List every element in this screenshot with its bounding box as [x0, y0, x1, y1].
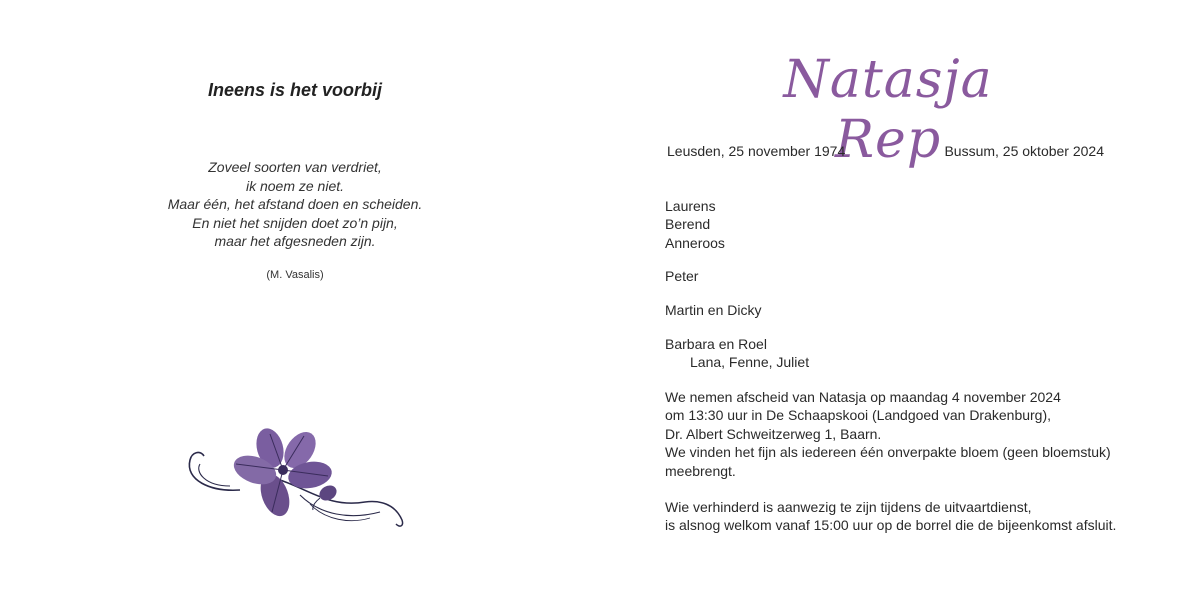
family-member: Peter: [665, 268, 699, 285]
poem-line: Maar één, het afstand doen en scheiden.: [167, 196, 423, 212]
spacer: [665, 319, 809, 335]
poem-line: maar het afgesneden zijn.: [214, 233, 376, 249]
closing-line: Wie verhinderd is aanwezig te zijn tijdens de uitvaartdienst,: [665, 499, 1032, 516]
violet-flower-icon: [180, 420, 410, 530]
spacer: [665, 480, 1116, 498]
family-member: Barbara en Roel: [665, 335, 767, 352]
family-member: Martin en Dicky: [665, 302, 762, 319]
poem-line: En niet het snijden doet zo’n pijn,: [192, 214, 398, 231]
spacer: [665, 286, 809, 302]
left-page: [0, 0, 590, 591]
service-line: We nemen afscheid van Natasja op maandag 4 november 2024: [665, 389, 1061, 405]
family-list: [665, 197, 809, 372]
poem-title: Ineens is het voorbij: [207, 80, 383, 100]
service-line: We vinden het fijn als iedereen één onverpakte bloem (geen bloemstuk): [665, 444, 1111, 461]
death-info: Bussum, 25 oktober 2024: [944, 143, 1104, 159]
poem-author: (M. Vasalis): [266, 269, 324, 281]
closing-line: is alsnog welkom vanaf 15:00 uur op de borrel die de bijeenkomst afsluit.: [665, 517, 1117, 534]
spacer: [665, 252, 809, 268]
poem-line: Zoveel soorten van verdriet,: [208, 159, 382, 175]
right-page: [590, 0, 1181, 591]
service-info: [665, 388, 1116, 535]
deceased-name: Natasja Rep: [783, 50, 993, 170]
service-line: Dr. Albert Schweitzerweg 1, Baarn.: [665, 425, 882, 442]
family-member: Anneroos: [665, 234, 725, 251]
family-member: Laurens: [665, 198, 716, 214]
family-member: Berend: [665, 216, 711, 233]
service-line: om 13:30 uur in De Schaapskooi (Landgoed van Drakenburg),: [665, 407, 1052, 424]
birth-info: Leusden, 25 november 1974: [667, 143, 846, 159]
family-children: Lana, Fenne, Juliet: [690, 354, 810, 371]
service-line: meebrengt.: [665, 462, 736, 479]
poem-line: ik noem ze niet.: [245, 177, 345, 194]
poem-text: [0, 158, 590, 251]
